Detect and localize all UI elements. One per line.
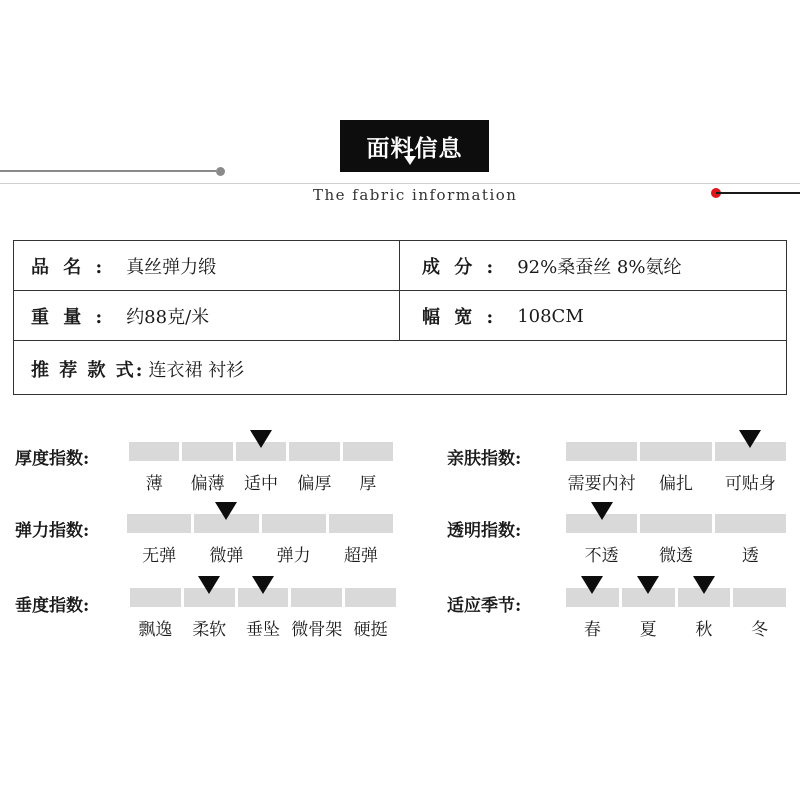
season-option-label: 秋 bbox=[695, 620, 713, 640]
page-title: 面料信息 bbox=[340, 120, 489, 172]
header-divider bbox=[0, 183, 800, 184]
drape-indicator-label: 垂度指数: bbox=[15, 596, 90, 616]
width-value: 108CM bbox=[517, 305, 584, 327]
skin-indicator-label: 亲肤指数: bbox=[447, 449, 522, 469]
season-marker-icon bbox=[581, 576, 603, 594]
thickness-bar-segment bbox=[182, 442, 232, 461]
drape-bar-segment bbox=[130, 588, 181, 607]
elasticity-option-label: 无弹 bbox=[142, 546, 177, 566]
title-notch-icon bbox=[404, 156, 416, 165]
transparency-option-label: 透 bbox=[741, 546, 759, 566]
drape-bar-segment bbox=[291, 588, 342, 607]
weight-cell bbox=[31, 292, 209, 340]
weight-value: 约88克/米 bbox=[126, 307, 210, 328]
thickness-option-label: 偏厚 bbox=[297, 474, 332, 494]
thickness-bar-segment bbox=[289, 442, 339, 461]
transparency-option-label: 微透 bbox=[659, 546, 693, 566]
elasticity-option-label: 弹力 bbox=[276, 546, 311, 566]
elasticity-bar-segment bbox=[262, 514, 326, 533]
transparency-indicator-label: 透明指数: bbox=[447, 521, 522, 541]
drape-option-label: 垂坠 bbox=[246, 620, 280, 640]
drape-marker-icon bbox=[198, 576, 220, 594]
season-indicator-label: 适应季节: bbox=[447, 596, 522, 616]
drape-option-label: 硬挺 bbox=[353, 620, 388, 640]
style-cell bbox=[31, 345, 244, 393]
width-label: 幅 宽 : bbox=[422, 307, 498, 328]
thickness-option-label: 厚 bbox=[359, 474, 377, 494]
name-value: 真丝弹力缎 bbox=[126, 257, 217, 278]
table-divider bbox=[14, 290, 786, 291]
width-cell bbox=[422, 292, 584, 340]
style-label: 推 荐 款 式: bbox=[31, 360, 145, 381]
transparency-bar-segment bbox=[640, 514, 711, 533]
thickness-option-label: 薄 bbox=[145, 474, 163, 494]
elasticity-marker-icon bbox=[215, 502, 237, 520]
thickness-indicator-label: 厚度指数: bbox=[15, 449, 90, 469]
elasticity-bar-segment bbox=[127, 514, 191, 533]
page-subtitle: The fabric information bbox=[313, 186, 518, 204]
style-value: 连衣裙 衬衫 bbox=[148, 360, 245, 381]
transparency-bar-segment bbox=[715, 514, 786, 533]
elasticity-indicator-label: 弹力指数: bbox=[15, 521, 90, 541]
name-cell bbox=[31, 242, 216, 290]
transparency-option-label: 不透 bbox=[584, 546, 619, 566]
skin-option-label: 可贴身 bbox=[724, 474, 776, 494]
header-left-dot bbox=[216, 167, 225, 176]
drape-option-label: 飘逸 bbox=[138, 620, 173, 640]
composition-label: 成 分 : bbox=[422, 257, 498, 278]
name-label: 品 名 : bbox=[31, 257, 107, 278]
fabric-info-table bbox=[13, 240, 787, 395]
season-option-label: 夏 bbox=[639, 620, 657, 640]
elasticity-option-label: 微弹 bbox=[209, 546, 244, 566]
thickness-option-label: 适中 bbox=[244, 474, 278, 494]
season-marker-icon bbox=[693, 576, 715, 594]
composition-value: 92%桑蚕丝 8%氨纶 bbox=[517, 257, 682, 278]
drape-option-label: 微骨架 bbox=[291, 620, 343, 640]
weight-label: 重 量 : bbox=[31, 307, 107, 328]
header-right-line bbox=[716, 192, 800, 194]
season-option-label: 冬 bbox=[751, 620, 769, 640]
table-divider bbox=[399, 241, 400, 341]
skin-bar-segment bbox=[640, 442, 711, 461]
thickness-bar-segment bbox=[343, 442, 393, 461]
elasticity-bar-segment bbox=[329, 514, 393, 533]
table-divider bbox=[14, 340, 786, 341]
header-left-line bbox=[0, 170, 216, 172]
drape-marker-icon bbox=[252, 576, 274, 594]
thickness-marker-icon bbox=[250, 430, 272, 448]
thickness-bar-segment bbox=[129, 442, 179, 461]
season-bar-segment bbox=[733, 588, 786, 607]
thickness-option-label: 偏薄 bbox=[190, 474, 225, 494]
elasticity-option-label: 超弹 bbox=[343, 546, 378, 566]
drape-bar-segment bbox=[345, 588, 396, 607]
skin-option-label: 需要内衬 bbox=[567, 474, 636, 494]
season-marker-icon bbox=[637, 576, 659, 594]
drape-option-label: 柔软 bbox=[192, 620, 227, 640]
skin-bar-segment bbox=[566, 442, 637, 461]
season-option-label: 春 bbox=[583, 620, 601, 640]
skin-marker-icon bbox=[739, 430, 761, 448]
skin-option-label: 偏扎 bbox=[659, 474, 693, 494]
transparency-marker-icon bbox=[591, 502, 613, 520]
composition-cell bbox=[422, 242, 681, 290]
